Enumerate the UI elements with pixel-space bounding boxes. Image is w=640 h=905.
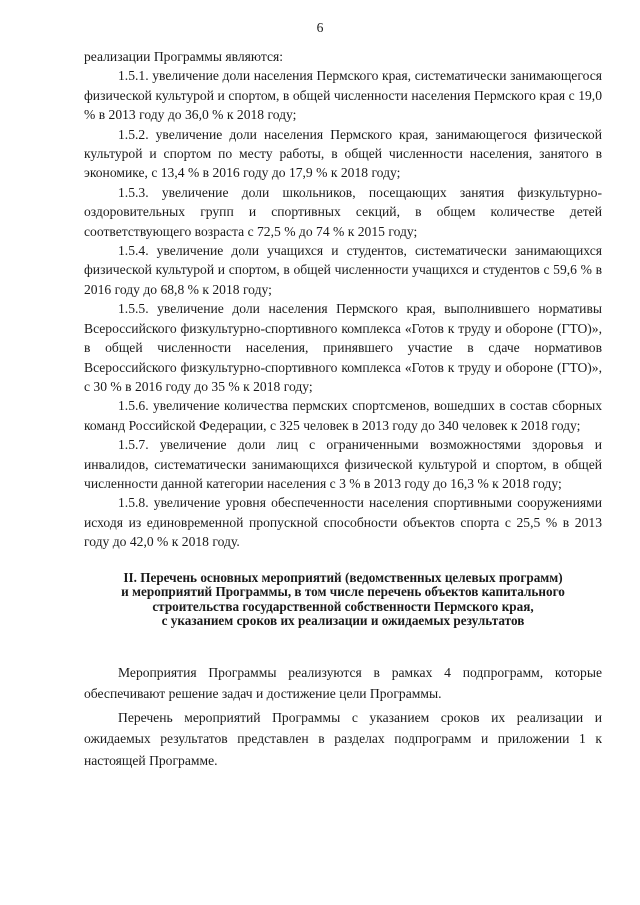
target-item-1-5-4: 1.5.4. увеличение доли учащихся и студентов, систематически занимающихся физической культурой и спортом, в общей численности учащихся и студентов с 59,6 % в 2016 году до 68,8 % к 2018 году; <box>84 243 602 297</box>
target-item-1-5-1: 1.5.1. увеличение доли населения Пермского края, систематически занимающегося физической культурой и спортом, в общей численности населения Пермского края с 19,0 % в 2013 году до 36,0 % к 2018 году; <box>84 68 602 123</box>
body-paragraph: Перечень мероприятий Программы с указанием сроков их реализации и ожидаемых результатов представлен в разделах подпрограмм и приложении 1 к настоящей Программе. <box>84 709 602 768</box>
target-item-1-5-7: 1.5.7. увеличение доли лиц с ограниченными возможностями здоровья и инвалидов, систематически занимающихся физической культурой и спортом, в общей численности данной категории населения с 3 % в 2013 году до 16,3 % к 2018 году; <box>84 437 602 491</box>
target-item-1-5-3: 1.5.3. увеличение доли школьников, посещающих занятия физкультурно-оздоровительных групп и спортивных секций, в общем количестве детей соответствующего возраста с 72,5 % до 74 % к 2015 году; <box>84 184 602 239</box>
page-content <box>84 47 602 771</box>
section-heading-line: II. Перечень основных мероприятий (ведомственных целевых программ) <box>123 569 563 585</box>
target-item-1-5-8: 1.5.8. увеличение уровня обеспеченности населения спортивными сооружениями исходя из единовременной пропускной способности объектов спорта с 25,5 % в 2013 году до 42,0 % к 2018 году. <box>84 495 602 550</box>
section-heading <box>84 571 602 629</box>
target-item-1-5-2: 1.5.2. увеличение доли населения Пермского края, занимающегося физической культурой и спортом по месту работы, в общей численности населения, занятого в экономике, с 13,4 % в 2016 году до 17,9 % к 2018 году; <box>84 126 602 181</box>
section-heading-line: и мероприятий Программы, в том числе перечень объектов капитального <box>121 584 565 600</box>
page-number: 6 <box>316 20 324 35</box>
target-item-1-5-5: 1.5.5. увеличение доли населения Пермского края, выполнившего нормативы Всероссийского физкультурно-спортивного комплекса «Готов к труду и обороне (ГТО)», в общей численности населения, принявшего участие в сдаче нормативов Всероссийского физкультурно-спортивного комплекса «Готов к труду и обороне (ГТО)», с 30 % в 2016 году до 35 % к 2018 году; <box>84 301 602 394</box>
section-heading-line: строительства государственной собственности Пермского края, <box>152 598 534 614</box>
section-body <box>84 662 602 772</box>
body-paragraph: Мероприятия Программы реализуются в рамках 4 подпрограмм, которые обеспечивают решение задач и достижение цели Программы. <box>84 664 602 702</box>
target-item-1-5-6: 1.5.6. увеличение количества пермских спортсменов, вошедших в состав сборных команд Российской Федерации, с 325 человек в 2013 году до 340 человек к 2018 году; <box>84 398 602 433</box>
intro-line: реализации Программы являются: <box>84 49 284 64</box>
section-heading-line: с указанием сроков их реализации и ожидаемых результатов <box>161 613 525 629</box>
